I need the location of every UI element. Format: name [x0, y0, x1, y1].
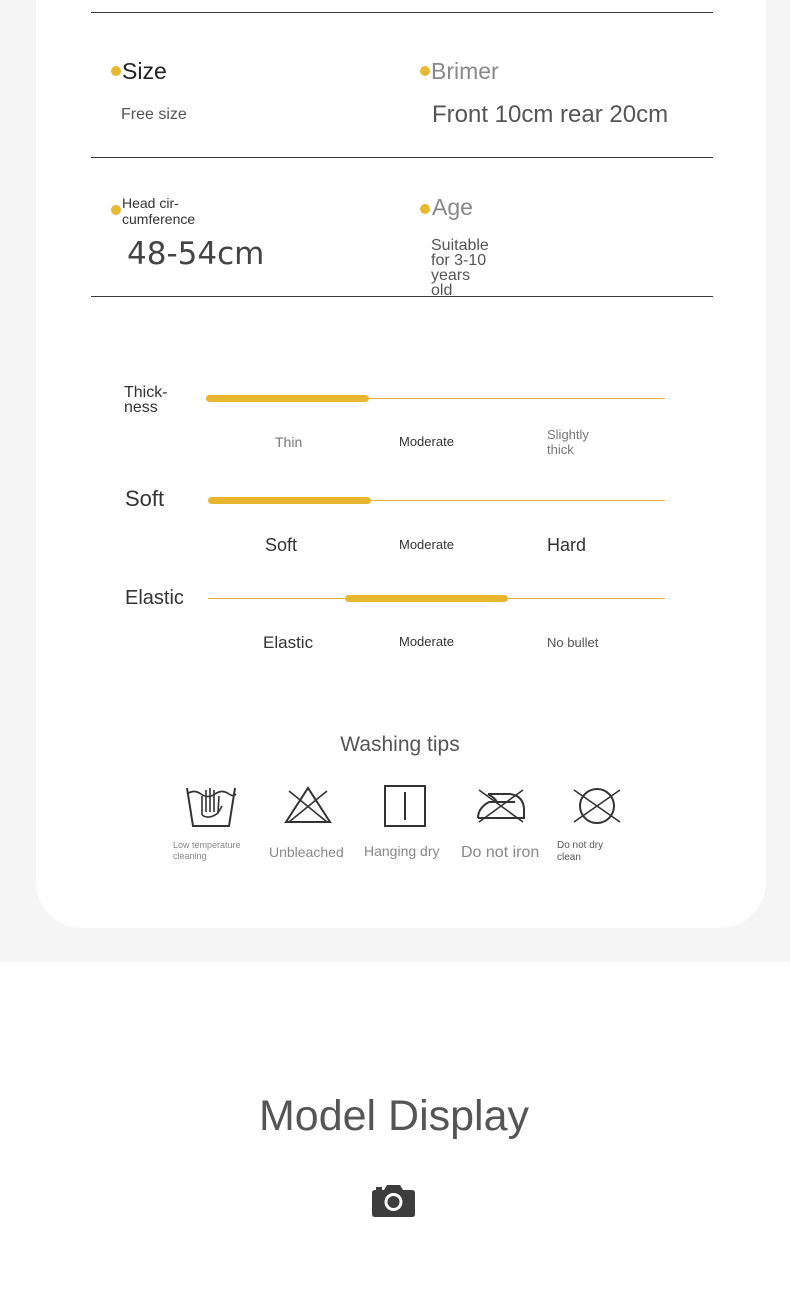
hand-wash-icon [185, 782, 239, 835]
no-dry-clean-icon [571, 786, 623, 831]
divider-top [91, 12, 713, 13]
spec-head-label: Head cir- cumference [122, 195, 196, 227]
slider-option: Moderate [399, 634, 454, 649]
wash-label: Unbleached [269, 844, 344, 860]
wash-label: Hanging dry [364, 843, 440, 859]
bullet-dot [111, 205, 121, 215]
slider-thickness-title: Thick- ness [124, 384, 168, 416]
divider-bottom [91, 296, 713, 297]
slider-option: Slightly thick [547, 427, 589, 457]
spec-head-value: 48-54cm [127, 236, 265, 272]
slider-level-fill [208, 497, 371, 504]
no-bleach-icon [283, 785, 333, 830]
slider-level-fill [206, 395, 369, 402]
slider-option: Soft [265, 535, 298, 555]
spec-brim-value: Front 10cm rear 20cm [432, 101, 669, 128]
slider-option: Moderate [399, 434, 454, 449]
spec-age-label: Age [432, 194, 473, 220]
slider-option: Moderate [399, 537, 454, 552]
spec-brim-label: Brimer [431, 58, 499, 84]
hang-dry-icon [383, 784, 427, 833]
slider-elastic-title: Elastic [125, 587, 184, 609]
slider-soft-title: Soft [125, 486, 165, 511]
bullet-dot [420, 204, 430, 214]
slider-option: No bullet [547, 635, 599, 650]
slider-option: Thin [275, 434, 303, 450]
slider-option: Hard [547, 535, 587, 555]
spec-size-value: Free size [121, 106, 187, 123]
wash-label: Low temperature cleaning [173, 840, 241, 861]
spec-size-label: Size [122, 58, 167, 84]
divider-middle [91, 157, 713, 158]
wash-label: Do not iron [461, 844, 540, 861]
model-display-title: Model Display [258, 1092, 530, 1140]
slider-level-fill [345, 595, 508, 602]
spec-age-value: Suitable for 3-10 years old [431, 237, 489, 299]
washing-tips-title: Washing tips [340, 733, 460, 756]
no-iron-icon [475, 786, 527, 829]
camera-icon [371, 1182, 416, 1223]
bullet-dot [111, 66, 121, 76]
wash-label: Do not dry clean [557, 840, 604, 863]
slider-option: Elastic [263, 633, 314, 652]
bullet-dot [420, 66, 430, 76]
